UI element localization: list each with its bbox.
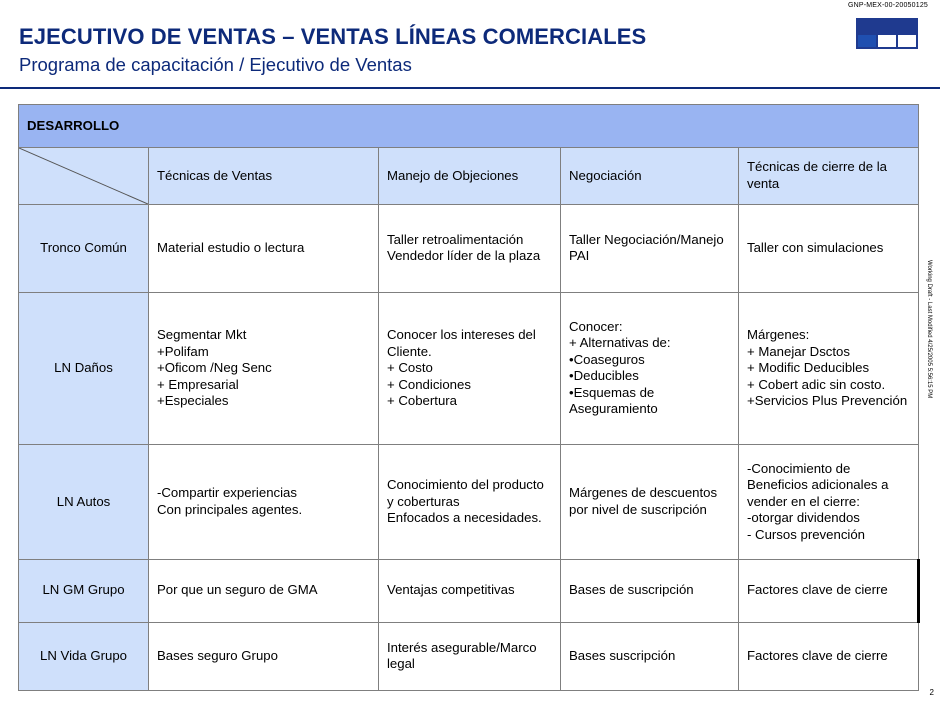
table-cell bbox=[561, 204, 739, 292]
cell-line: Conocimiento del producto y coberturas bbox=[387, 477, 544, 509]
table-cell bbox=[739, 445, 919, 559]
table-cell bbox=[379, 292, 561, 445]
cell-line: -Conocimiento de Beneficios adicionales a vender en el cierre: bbox=[747, 460, 889, 509]
cell-line: Con principales agentes. bbox=[157, 501, 303, 517]
table-row bbox=[19, 445, 919, 559]
cell-line: Factores clave de cierre bbox=[747, 582, 888, 598]
cell-line: •Esquemas de Aseguramiento bbox=[569, 384, 658, 417]
row-header: LN GM Grupo bbox=[19, 559, 149, 622]
cell-line: Enfocados a necesidades. bbox=[387, 510, 542, 526]
cell-line: •Deducibles bbox=[569, 368, 639, 384]
section-band-desarrollo: DESARROLLO bbox=[19, 105, 919, 148]
table-cell bbox=[561, 559, 739, 622]
table-cell bbox=[149, 292, 379, 445]
table-cell bbox=[739, 622, 919, 690]
row-header: LN Autos bbox=[19, 445, 149, 559]
cell-line: +Polifam bbox=[157, 343, 209, 359]
cell-line: + Modific Deducibles bbox=[747, 360, 870, 376]
cell-line: Por que un seguro de GMA bbox=[157, 582, 318, 598]
cell-line: + Alternativas de: bbox=[569, 335, 671, 351]
cell-line: +Oficom /Neg Senc bbox=[157, 360, 272, 376]
cell-line: - Cursos prevención bbox=[747, 526, 866, 542]
page-title: EJECUTIVO DE VENTAS – VENTAS LÍNEAS COMERCIALES bbox=[19, 24, 647, 49]
cell-line: -otorgar dividendos bbox=[747, 510, 860, 526]
cell-line: Ventajas competitivas bbox=[387, 582, 515, 598]
cell-line: + Manejar Dsctos bbox=[747, 343, 850, 359]
table-row bbox=[19, 204, 919, 292]
cell-line: Taller Negociación/Manejo PAI bbox=[569, 231, 724, 264]
title-divider bbox=[0, 87, 940, 89]
cell-line: Márgenes: bbox=[747, 327, 810, 343]
training-program-table bbox=[18, 104, 920, 691]
cell-line: Conocer: bbox=[569, 318, 623, 334]
table-row bbox=[19, 622, 919, 690]
table-cell bbox=[379, 445, 561, 559]
cell-line: Factores clave de cierre bbox=[747, 648, 888, 664]
document-code: GNP-MEX-00-20050125 bbox=[847, 2, 928, 9]
page-subtitle: Programa de capacitación / Ejecutivo de Ventas bbox=[19, 54, 412, 75]
row-header: LN Daños bbox=[19, 292, 149, 445]
table-cell bbox=[561, 622, 739, 690]
cell-line: -Compartir experiencias bbox=[157, 485, 297, 501]
table-cell bbox=[561, 292, 739, 445]
cell-line: •Coaseguros bbox=[569, 351, 645, 367]
cell-line: Vendedor líder de la plaza bbox=[387, 248, 541, 264]
cell-line: Taller retroalimentación bbox=[387, 231, 524, 247]
cell-line: Bases suscripción bbox=[569, 648, 676, 664]
cell-line: + Cobert adic sin costo. bbox=[747, 376, 886, 392]
table-cell bbox=[149, 445, 379, 559]
cell-line: +Servicios Plus Prevención bbox=[747, 393, 908, 409]
side-note: Working Draft - Last Modified 4/25/2005 5:56:15 PM bbox=[926, 260, 932, 399]
cell-line: Taller con simulaciones bbox=[747, 239, 884, 255]
page-number: 2 bbox=[929, 688, 934, 697]
table-row bbox=[19, 559, 919, 622]
cell-line: Segmentar Mkt bbox=[157, 327, 247, 343]
row-header: Tronco Común bbox=[19, 204, 149, 292]
cell-line: + Cobertura bbox=[387, 393, 458, 409]
table-cell bbox=[739, 559, 919, 622]
cell-line: Márgenes de descuentos por nivel de suscripción bbox=[569, 485, 718, 517]
table-cell bbox=[379, 204, 561, 292]
cell-line: Interés asegurable/Marco legal bbox=[387, 639, 537, 672]
cell-line: Bases de suscripción bbox=[569, 582, 694, 598]
table-cell bbox=[739, 204, 919, 292]
table-row bbox=[19, 292, 919, 445]
column-header: Técnicas de cierre de la venta bbox=[739, 147, 919, 204]
cell-line: Conocer los intereses del Cliente. bbox=[387, 327, 536, 359]
table-cell bbox=[739, 292, 919, 445]
table-cell bbox=[379, 559, 561, 622]
column-header: Manejo de Objeciones bbox=[379, 147, 561, 204]
table-cell bbox=[149, 622, 379, 690]
table-cell bbox=[149, 204, 379, 292]
table-cell bbox=[379, 622, 561, 690]
company-logo bbox=[856, 18, 918, 49]
cell-line: Bases seguro Grupo bbox=[157, 648, 278, 664]
table-cell bbox=[149, 559, 379, 622]
column-header: Negociación bbox=[561, 147, 739, 204]
cell-line: + Condiciones bbox=[387, 376, 471, 392]
cell-line: Material estudio o lectura bbox=[157, 239, 305, 255]
cell-line: + Empresarial bbox=[157, 376, 239, 392]
cell-line: + Costo bbox=[387, 360, 433, 376]
column-header: Técnicas de Ventas bbox=[149, 147, 379, 204]
diagonal-corner-cell bbox=[19, 147, 149, 204]
table-cell bbox=[561, 445, 739, 559]
row-header: LN Vida Grupo bbox=[19, 622, 149, 690]
cell-line: +Especiales bbox=[157, 393, 229, 409]
